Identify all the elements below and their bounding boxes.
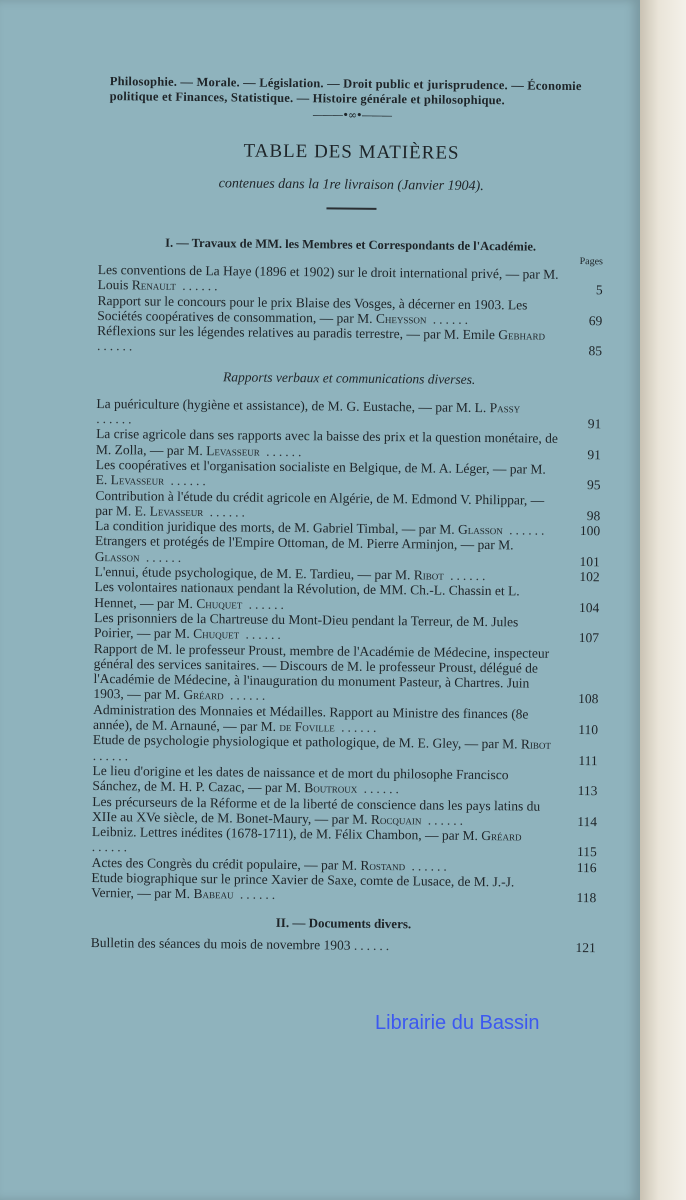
entry-page-number: 114 [577, 813, 598, 830]
entry-title: Etude biographique sur le prince Xavier de Saxe, comte de Lusace, de M. J.-J. Vernier, — par M. [91, 869, 515, 902]
section-1-heading: I. — Travaux de MM. les Membres et Correspondants de l'Académie. [165, 235, 537, 254]
entry-title: Les volontaires nationaux pendant la Révolution, de MM. Ch.-L. Chassin et L. Hennet, — par M. [94, 579, 520, 611]
entry-title: La condition juridique des morts, de M. Gabriel Timbal, — par M. [95, 518, 459, 537]
entry-title: La crise agricole dans ses rapports avec la baisse des prix et la question monétaire, de M. Zolla, — par M. [95, 426, 558, 458]
entry-page-number: 100 [579, 523, 601, 539]
subjects-header: Philosophie. — Morale. — Législation. — Droit public et jurisprudence. — Économie politique et Finances, Statistique. — Histoire générale et philosophique. [109, 74, 582, 108]
ornament-divider: ———•∞•——— [312, 108, 392, 123]
entry-author: Ribot [520, 736, 552, 753]
entry-author: Renault [131, 277, 177, 294]
leader-dots: ...... [91, 839, 131, 855]
leader-dots: ...... [223, 687, 269, 704]
entry-author: Gréard [481, 828, 522, 844]
leader-dots: ...... [239, 626, 284, 643]
entry-title: L'ennui, étude psychologique, de M. E. Tardieu, — par M. [94, 564, 414, 583]
entry-author: Boutroux [304, 780, 358, 796]
entry-page-number: 104 [578, 599, 600, 615]
entry-title: Leibniz. Lettres inédites (1678-1711), de M. Félix Chambon, — par M. [91, 824, 482, 844]
entry-title: Les conventions de La Haye (1896 et 1902) sur le droit international privé, — par M. Louis [97, 261, 559, 293]
leader-dots: ...... [502, 522, 548, 538]
pages-column-label: Pages [579, 256, 603, 268]
leader-dots: ...... [92, 747, 132, 763]
entry-author: Ribot [413, 567, 444, 583]
entry-page-number: 110 [578, 722, 599, 738]
entry-title: Rapport de M. le professeur Proust, membre de l'Académie de Médecine, inspecteur général des services sanitaires. — Discours de M. le professeur Proust, délégué de l'Académie de Médecine, à l'inauguration du monument Pasteur, à Chartres. Juin 1903, — par M. [93, 640, 550, 703]
toc-content [91, 62, 605, 955]
entry-page-number: 121 [575, 939, 596, 955]
entry-page-number: 102 [579, 569, 600, 585]
leader-dots: ...... [164, 472, 209, 489]
entry-title: Etude de psychologie physiologique et pathologique, de M. E. Gley, — par M. [92, 732, 522, 752]
entry-author: de Foville [279, 718, 335, 735]
section-1-entries [97, 262, 603, 359]
entry-title: Réflexions sur les légendes relatives au paradis terrestre, — par M. Emile [97, 323, 499, 343]
entry-title: La puériculture (hygiène et assistance), de M. G. Eustache, — par M. L. [96, 395, 490, 415]
entry-title: Actes des Congrès du crédit populaire, — par M. [91, 854, 361, 873]
entry-title: Administration des Monnaies et Médailles. Rapport au Ministre des finances (8e année), de M. Arnauné, — par M. [92, 701, 529, 734]
entry-author: Levasseur [206, 442, 260, 459]
subsection-heading: Rapports verbaux et communications diverses. [222, 369, 476, 387]
entry-author: Rostand [360, 857, 406, 873]
leader-dots: ...... [353, 937, 393, 953]
leader-dots: ...... [242, 596, 288, 612]
leader-dots: ...... [421, 812, 467, 828]
leader-dots: ...... [139, 549, 185, 565]
entry-author: Levasseur [110, 472, 165, 488]
entry-page-number: 115 [576, 844, 597, 860]
leader-dots: ...... [203, 503, 248, 520]
entry-author: Cheysson [375, 310, 427, 327]
page-subtitle: contenues dans la 1re livraison (Janvier 1904). [218, 176, 484, 195]
entry-title: Le lieu d'origine et les dates de naissance et de mort du philosophe Francisco Sánchez, de M. H. P. Cazac, — par M. [92, 762, 509, 796]
entry-author: Passy [489, 399, 521, 416]
entry-page-number: 101 [579, 553, 600, 570]
leader-dots: ...... [405, 857, 450, 874]
entry-title: Les prisonniers de la Chartreuse du Mont-Dieu pendant la Terreur, de M. Jules Poirier, — par M. [93, 609, 519, 642]
entry-author: Chuquet [193, 626, 240, 642]
entry-title: Bulletin des séances du mois de novembre 1903 [90, 934, 355, 953]
entry-page-number: 113 [577, 783, 598, 799]
entry-author: Glasson [94, 548, 140, 565]
entry-page-number: 5 [595, 282, 603, 298]
entry-title: Les précurseurs de la Réforme et de la liberté de conscience dans les pays latins du XIIe au XVe siècle, de M. Bonet-Maury, — par M. [92, 793, 541, 827]
leader-dots: ...... [334, 719, 380, 735]
leader-dots: ...... [96, 411, 135, 427]
toc-entry [93, 640, 599, 706]
entry-author: Babeau [193, 886, 234, 902]
entry-title: Contribution à l'étude du crédit agricole en Algérie, de M. Edmond V. Philippar, — par M. E. [95, 487, 545, 519]
section-2-heading: II. — Documents divers. [275, 914, 412, 931]
entry-author: Levasseur [149, 503, 204, 519]
entry-author: Rocquain [370, 811, 422, 828]
entry-page-number: 91 [587, 446, 601, 462]
entry-page-number: 69 [588, 313, 603, 329]
entry-page-number: 118 [576, 890, 597, 906]
entry-author: Chuquet [196, 595, 243, 612]
toc-entry [97, 323, 602, 359]
leader-dots: ...... [443, 567, 489, 584]
entry-page-number: 108 [578, 691, 599, 707]
leader-dots: ...... [233, 886, 279, 903]
entry-page-number: 95 [587, 477, 601, 493]
watermark: Librairie du Bassin [375, 1012, 540, 1034]
entry-title: Les coopératives et l'organisation socialiste en Belgique, de M. A. Léger, — par M. E. [95, 456, 546, 488]
page-edge [640, 0, 686, 1200]
toc-entry [91, 870, 596, 906]
entry-page-number: 91 [587, 416, 602, 432]
entry-page-number: 111 [578, 752, 598, 768]
title-rule [326, 207, 376, 210]
entry-page-number: 107 [578, 630, 600, 646]
entry-author: Gréard [183, 687, 224, 703]
leader-dots: ...... [259, 443, 305, 459]
entry-author: Glasson [458, 521, 503, 538]
leader-dots: ...... [96, 338, 136, 354]
page-title: TABLE DES MATIÈRES [243, 140, 460, 164]
entry-page-number: 98 [586, 507, 601, 524]
leader-dots: ...... [357, 780, 402, 797]
leader-dots: ...... [175, 278, 221, 294]
entry-title: Etrangers et protégés de l'Empire Ottoman, de M. Pierre Arminjon, — par M. [94, 533, 514, 553]
section-1-subsection-entries [91, 396, 601, 906]
leader-dots: ...... [426, 311, 472, 327]
entry-title: Rapport sur le concours pour le prix Blaise des Vosges, à décerner en 1903. Les Sociétés coopératives de consommation, — par M. [97, 292, 528, 326]
entry-author: Gebhard [498, 327, 546, 343]
entry-page-number: 116 [576, 859, 597, 875]
entry-page-number: 85 [588, 343, 603, 359]
